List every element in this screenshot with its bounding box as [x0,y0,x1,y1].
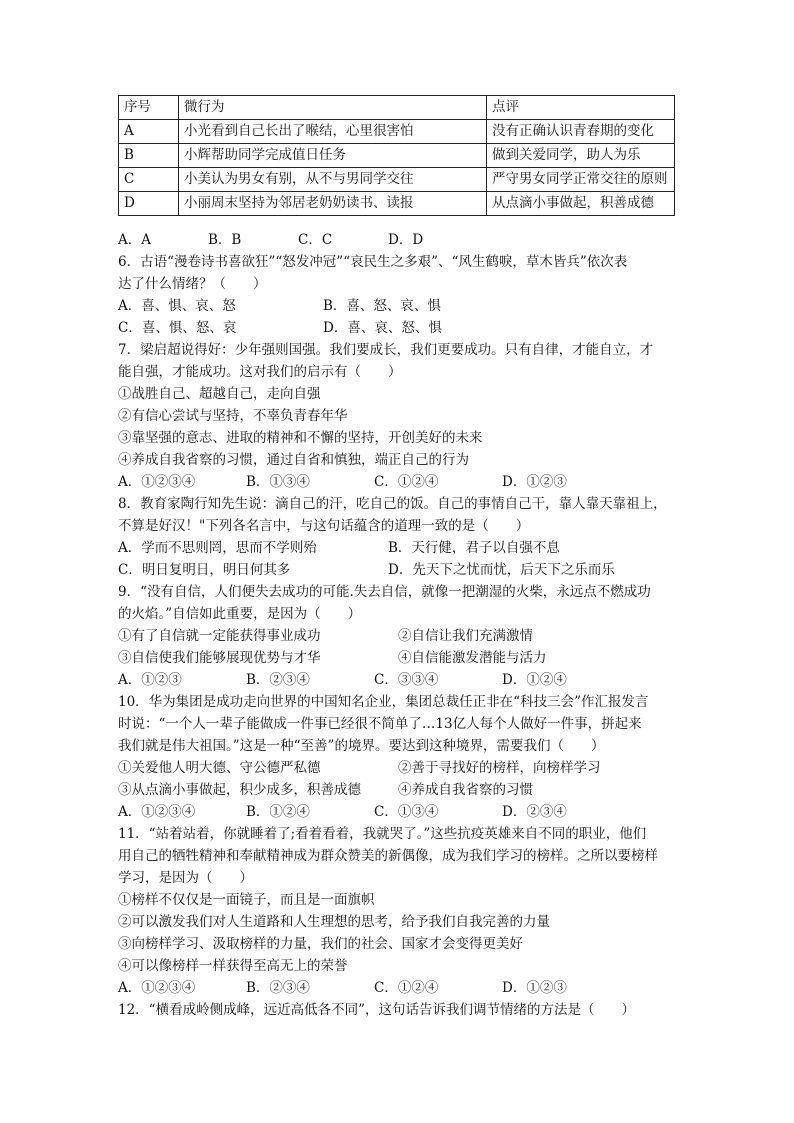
option-c: C．明日复明日，明日何其多 [118,562,291,578]
q11-statement: ②可以激发我们对人生道路和人生理想的思考，给予我们自我完善的力量 [118,914,550,930]
option-c: C．喜、惧、怒、哀 [118,320,237,336]
table-row [119,192,675,216]
q11-statement: ④可以像榜样一样获得至高无上的荣誉 [118,958,348,974]
option-d: D．①②④ [502,672,567,688]
option-d: D．先天下之忧而忧，后天下之乐而乐 [388,562,615,578]
q7-statement: ①战胜自己、超越自己，走向自强 [118,386,321,402]
q5-options [118,229,678,251]
option-d: D．②③④ [502,804,567,820]
q12-stem: 12．“横看成岭侧成峰，远近高低各不同”，这句话告诉我们调节情绪的方法是（ ） [118,1002,635,1018]
q11-stem-cont: 用自己的牺牲精神和奉献精神成为群众赞美的新偶像，成为我们学习的榜样。之所以要榜样 [118,848,658,864]
q10-stem: 10．华为集团是成功走向世界的中国知名企业，集团总裁任正非在“科技三会”作汇报发言 [118,694,649,710]
table-cell: A [119,120,179,144]
q9-stem-cont: 的火焰。”自信如此重要，是因为（ ） [118,606,362,622]
table-cell: 小丽周末坚持为邻居老奶奶读书、读报 [179,192,487,216]
option-c: C．C [298,232,333,248]
q9-statement: ②自信让我们充满激情 [398,628,533,644]
option-c: C．①②④ [374,474,439,490]
option-a: A．①②③④ [118,474,196,490]
q9-statement: ④自信能激发潜能与活力 [398,650,547,666]
q10-statements-row1 [118,757,678,779]
option-a: A．喜、惧、哀、怒 [118,298,236,314]
table-header-cell: 序号 [119,96,179,120]
option-d: D．喜、哀、怒、惧 [323,320,442,336]
q9-statement: ③自信使我们能够展现优势与才华 [118,650,321,666]
question-content [118,229,678,1021]
q9-statement: ①有了自信就一定能获得事业成功 [118,628,321,644]
table-cell: 做到关爱同学，助人为乐 [487,144,675,168]
table-cell: B [119,144,179,168]
q7-options [118,471,678,493]
table-cell: 小美认为男女有别，从不与男同学交往 [179,168,487,192]
table-cell: D [119,192,179,216]
table-cell: 小辉帮助同学完成值日任务 [179,144,487,168]
q9-statements-row2 [118,647,678,669]
q6-stem-cont: 达了什么情绪？（ ） [118,276,267,292]
table-cell: C [119,168,179,192]
option-b: B．天行健，君子以自强不息 [388,540,560,556]
q8-options-row1 [118,537,678,559]
option-a: A．①②③ [118,672,182,688]
option-d: D．①②③ [502,980,567,996]
q8-stem-cont: 不算是好汉！"下列各名言中，与这句话蕴含的道理一致的是（ ） [118,518,530,534]
option-b: B．①②④ [246,804,310,820]
option-c: C．③③④ [374,672,439,688]
q8-options-row2 [118,559,678,581]
option-b: B．②③④ [246,672,310,688]
table-row [119,144,675,168]
table-cell: 从点滴小事做起，积善成德 [487,192,675,216]
option-b: B．①③④ [246,474,310,490]
q10-stem-cont: 时说：“一个人一辈子能做成一件事已经很不简单了…13亿人每个人做好一件事，拼起来 [118,716,642,732]
table-header-cell: 点评 [487,96,675,120]
q9-statements-row1 [118,625,678,647]
table-cell: 严守男女同学正常交往的原则 [487,168,675,192]
option-c: C．①③④ [374,804,439,820]
option-a: A．学而不思则罔，思而不学则殆 [118,540,317,556]
option-a: A．①②③④ [118,804,196,820]
behavior-table [118,95,675,216]
q10-options [118,801,678,823]
option-b: B．喜、怒、哀、惧 [323,298,441,314]
q11-statement: ①榜样不仅仅是一面镜子，而且是一面旗帜 [118,892,375,908]
option-b: B．②③④ [246,980,310,996]
q10-statement: ③从点滴小事做起，积少成多，积善成德 [118,782,361,798]
q7-statement: ③靠坚强的意志、进取的精神和不懈的坚持，开创美好的未来 [118,430,483,446]
option-a: A．①②③④ [118,980,196,996]
q7-stem-cont: 能自强，才能成功。这对我们的启示有（ ） [118,364,402,380]
q7-statement: ②有信心尝试与坚持，不辜负青春年华 [118,408,348,424]
q10-statement: ②善于寻找好的榜样，向榜样学习 [398,760,601,776]
q11-statement: ③向榜样学习、汲取榜样的力量，我们的社会、国家才会变得更美好 [118,936,523,952]
q6-stem: 6．古语“漫卷诗书喜欲狂”“怒发冲冠”“哀民生之多艰”、“风生鹤唳，草木皆兵”依次表 [118,254,628,270]
q9-options [118,669,678,691]
table-row [119,168,675,192]
q10-statements-row2 [118,779,678,801]
table-cell: 小光看到自己长出了喉结，心里很害怕 [179,120,487,144]
q11-options [118,977,678,999]
option-a: A．A [118,232,151,248]
q7-statement: ④养成自我省察的习惯，通过自省和慎独，端正自己的行为 [118,452,469,468]
q11-stem: 11．“站着站着，你就睡着了;看着看着，我就哭了。”这些抗疫英雄来自不同的职业，他们 [118,826,647,842]
q8-stem: 8．教育家陶行知先生说：滴自己的汗，吃自己的饭。自己的事情自己干，靠人靠天靠祖上， [118,496,667,512]
option-d: D．①②③ [502,474,567,490]
q6-options-row2 [118,317,678,339]
table-row [119,120,675,144]
option-d: D．D [388,232,424,248]
q11-stem-cont: 学习，是因为（ ） [118,870,253,886]
q10-stem-cont: 我们就是伟大祖国。”这是一种“至善”的境界。要达到这种境界，需要我们（ ） [118,738,605,754]
q6-options-row1 [118,295,678,317]
q7-stem: 7．梁启超说得好：少年强则国强。我们要成长，我们更要成功。只有自律，才能自立，才 [118,342,654,358]
table-header-cell: 微行为 [179,96,487,120]
table-cell: 没有正确认识青春期的变化 [487,120,675,144]
option-c: C．①②④ [374,980,439,996]
q9-stem: 9．“没有自信，人们便失去成功的可能.失去自信，就像一把潮湿的火柴，永远点不燃成功 [118,584,651,600]
q10-statement: ①关爱他人明大德、守公德严私德 [118,760,321,776]
q10-statement: ④养成自我省察的习惯 [398,782,533,798]
table-header-row [119,96,675,120]
option-b: B．B [208,232,242,248]
